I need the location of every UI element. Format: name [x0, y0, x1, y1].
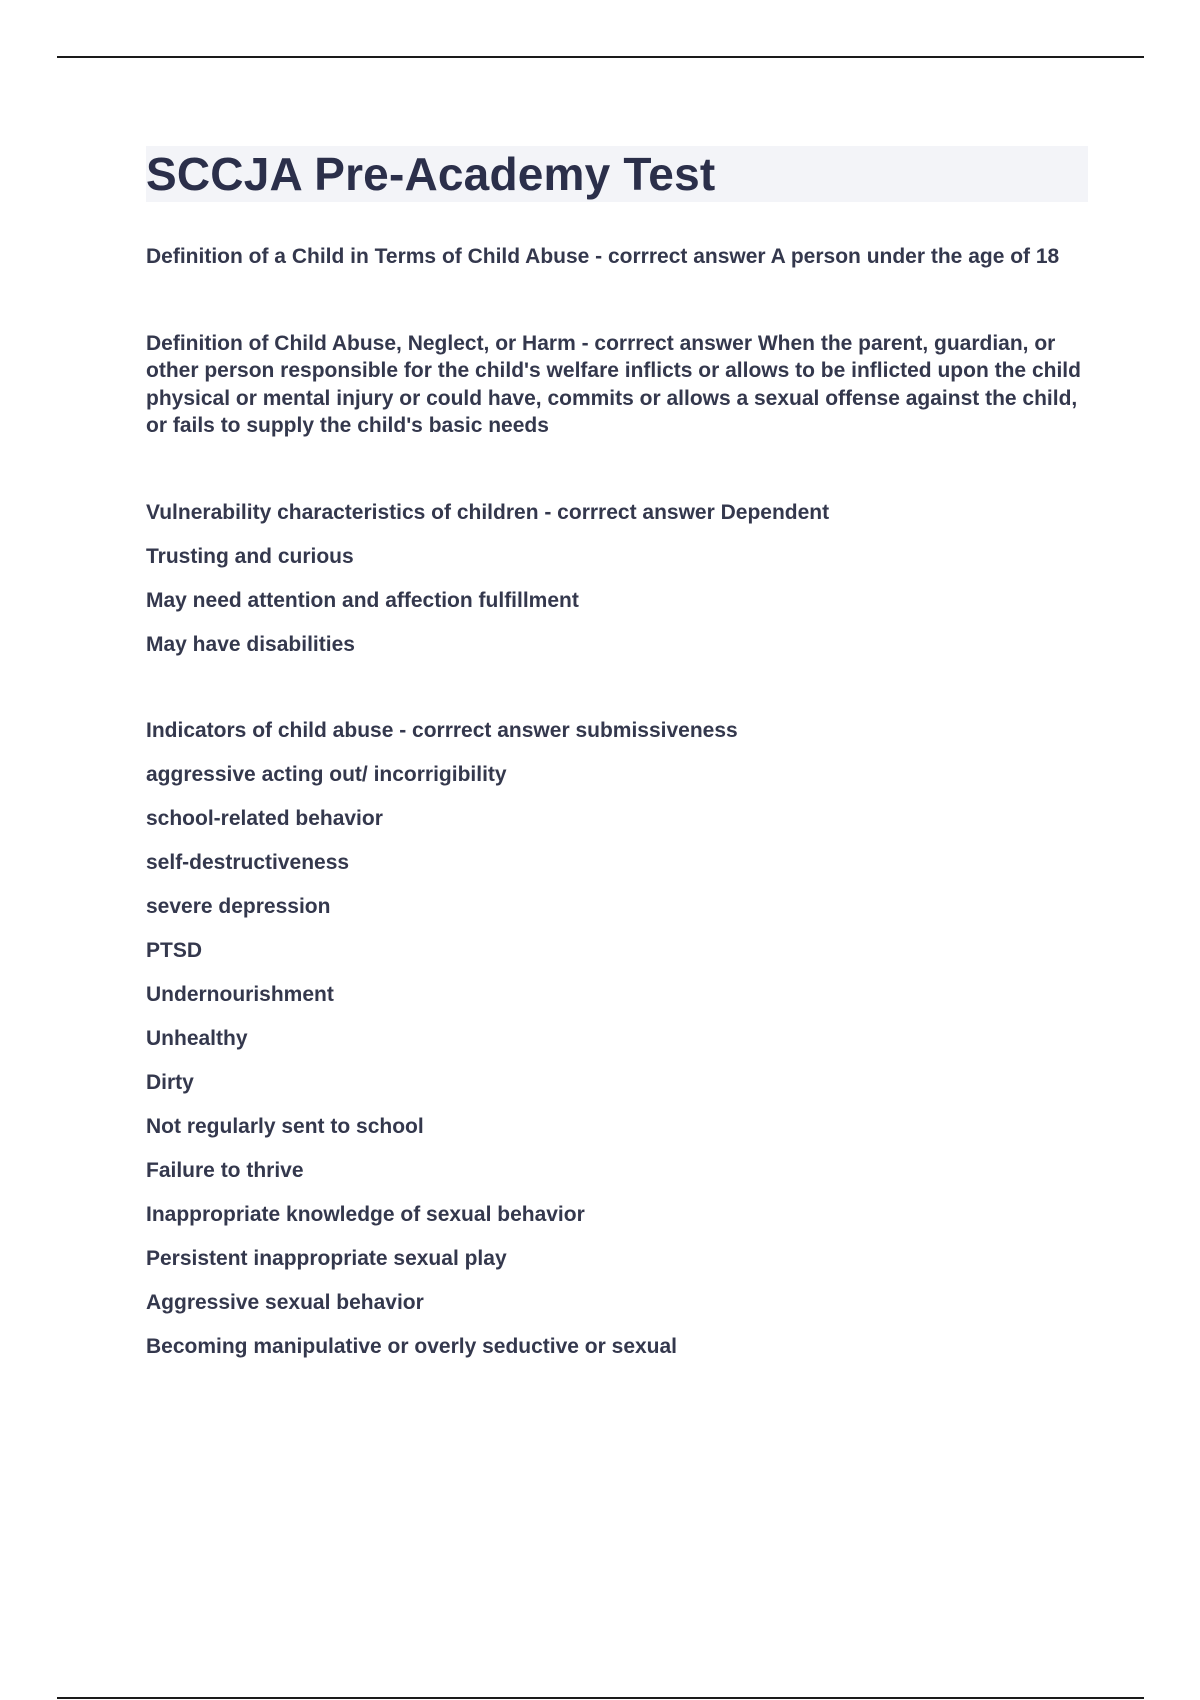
- answer-line: Failure to thrive: [146, 1159, 304, 1182]
- top-rule: [57, 56, 1144, 58]
- answer-line: May need attention and affection fulfillment: [146, 588, 579, 612]
- document-title: SCCJA Pre-Academy Test: [146, 148, 716, 200]
- qa-question-answer: Definition of Child Abuse, Neglect, or Harm - corrrect answer When the parent, guardian, or other person responsible for the child's welfare inflicts or allows to be inflicted upon the child physical or mental injury or could have, commits or allows a sexual offense against the child, or fails to supply the child's basic needs: [146, 331, 1081, 437]
- document-body: [146, 243, 1090, 1361]
- qa-question-answer: Indicators of child abuse - corrrect answer submissiveness: [146, 719, 738, 742]
- answer-line: May have disabilities: [146, 632, 355, 656]
- answer-line: Aggressive sexual behavior: [146, 1291, 424, 1314]
- answer-line: school-related behavior: [146, 807, 383, 830]
- answer-line: Unhealthy: [146, 1027, 248, 1050]
- bottom-rule: [57, 1697, 1144, 1699]
- answer-line: aggressive acting out/ incorrigibility: [146, 763, 507, 786]
- qa-entry-child-definition: [146, 243, 1090, 271]
- qa-entry-abuse-definition: [146, 330, 1090, 440]
- qa-entry-indicators: [146, 717, 1090, 1361]
- qa-entry-vulnerability: [146, 499, 1090, 659]
- answer-line: Inappropriate knowledge of sexual behavior: [146, 1203, 585, 1226]
- answer-line: Trusting and curious: [146, 544, 354, 568]
- answer-line: severe depression: [146, 895, 331, 918]
- qa-question-answer: Vulnerability characteristics of children - corrrect answer Dependent: [146, 500, 830, 524]
- answer-line: Persistent inappropriate sexual play: [146, 1247, 507, 1270]
- answer-line: Dirty: [146, 1071, 194, 1094]
- qa-question-answer: Definition of a Child in Terms of Child Abuse - corrrect answer A person under the age of 18: [146, 245, 1060, 268]
- answer-line: PTSD: [146, 939, 203, 962]
- answer-line: self-destructiveness: [146, 851, 350, 874]
- answer-line: Becoming manipulative or overly seductive or sexual: [146, 1335, 678, 1358]
- answer-line: Undernourishment: [146, 983, 334, 1006]
- answer-line: Not regularly sent to school: [146, 1115, 424, 1138]
